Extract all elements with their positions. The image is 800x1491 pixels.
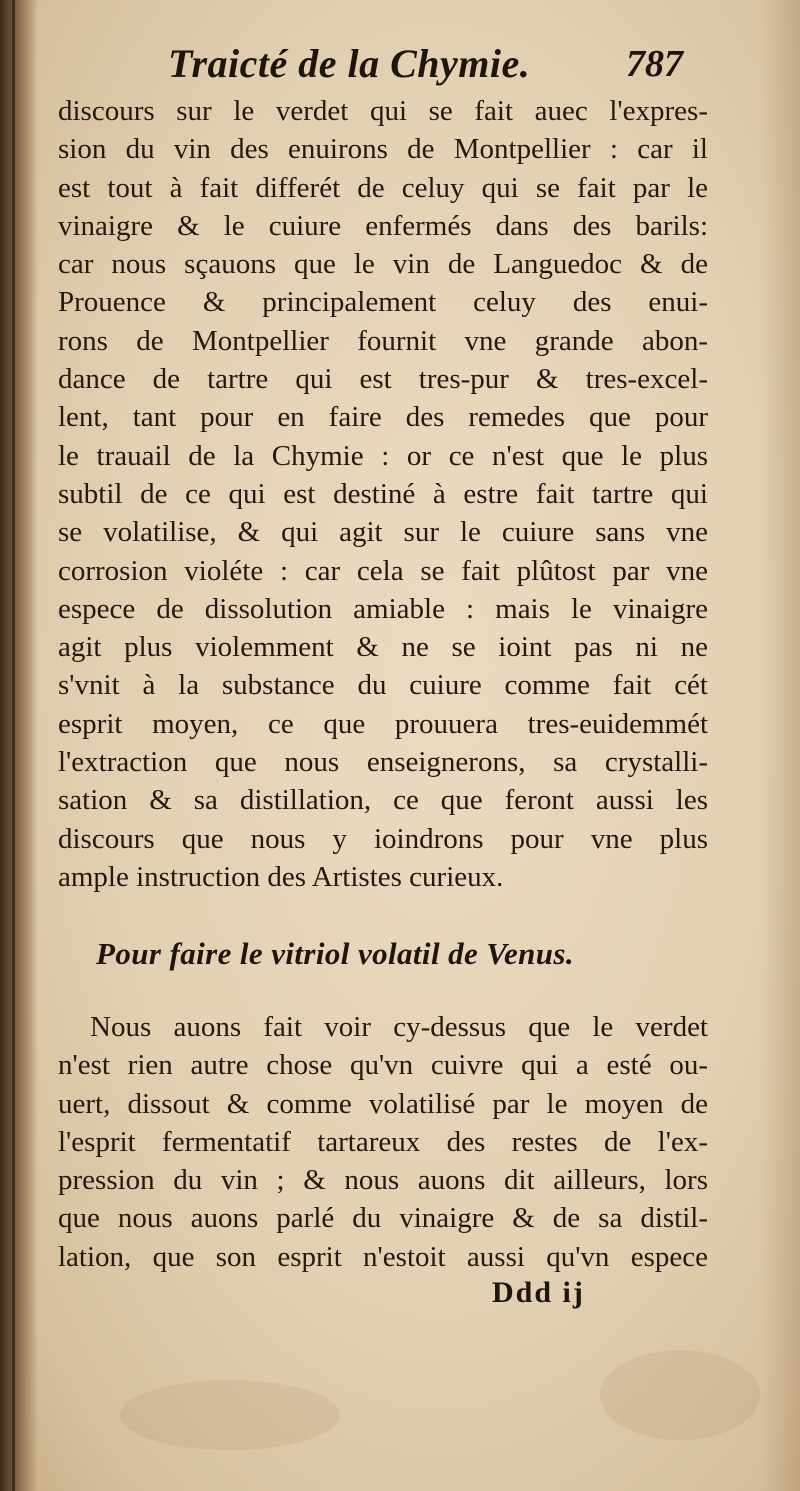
section-heading: Pour faire le vitriol volatil de Venus. [96, 936, 575, 971]
text-line: car nous sçauons que le vin de Languedoc & de [58, 248, 708, 281]
text-line: rons de Montpellier fournit vne grande abon- [58, 324, 708, 357]
text-line: pression du vin ; & nous auons dit ailleurs, lors [58, 1164, 708, 1197]
text-line: se volatilise, & qui agit sur le cuiure sans vne [58, 516, 708, 549]
running-head [60, 36, 780, 92]
text-line: est tout à fait differét de celuy qui se fait par le [58, 171, 708, 204]
text-line: sion du vin des enuirons de Montpellier : car il [58, 133, 708, 166]
text-line: discours que nous y ioindrons pour vne plus [58, 822, 708, 855]
text-line: Prouence & principalement celuy des enui- [58, 286, 708, 319]
paper-stain [120, 1380, 340, 1450]
text-line: l'esprit fermentatif tartareux des restes de l'ex- [58, 1125, 708, 1158]
signature-mark: Ddd ij [492, 1276, 585, 1309]
text-line: subtil de ce qui est destiné à estre fait tartre qui [58, 477, 708, 510]
page-number: 787 [626, 43, 683, 85]
text-line: corrosion violéte : car cela se fait plûtost par vne [58, 554, 708, 587]
text-line: ample instruction des Artistes curieux. [58, 860, 504, 893]
text-line: lation, que son esprit n'estoit aussi qu'vn espece [58, 1240, 708, 1273]
book-binding-edge [0, 0, 38, 1491]
text-line: que nous auons parlé du vinaigre & de sa distil- [58, 1202, 708, 1235]
page-edge-shade [760, 0, 800, 1491]
text-line: n'est rien autre chose qu'vn cuivre qui a esté ou- [58, 1049, 708, 1082]
text-line: vinaigre & le cuiure enfermés dans des barils: [58, 209, 708, 242]
text-line: le trauail de la Chymie : or ce n'est que le plus [58, 439, 708, 472]
running-title: Traicté de la Chymie. [168, 41, 531, 86]
paragraph-2 [58, 1008, 758, 1276]
paper-stain [600, 1350, 760, 1440]
text-line: l'extraction que nous enseignerons, sa crystalli- [58, 746, 708, 779]
text-line: Nous auons fait voir cy-dessus que le verdet [90, 1011, 708, 1043]
text-line: sation & sa distillation, ce que feront aussi les [58, 784, 708, 817]
paragraph-1 [58, 92, 758, 896]
binding-line [12, 0, 15, 1491]
text-line: discours sur le verdet qui se fait auec l'expres- [58, 95, 708, 127]
text-line: s'vnit à la substance du cuiure comme fait cét [58, 669, 708, 702]
text-line: uert, dissout & comme volatilisé par le moyen de [58, 1087, 708, 1120]
text-line: esprit moyen, ce que prouuera tres-euidemmét [58, 707, 708, 740]
text-line: espece de dissolution amiable : mais le vinaigre [58, 592, 708, 625]
text-line: dance de tartre qui est tres-pur & tres-excel- [58, 363, 708, 396]
text-line: lent, tant pour en faire des remedes que pour [58, 401, 708, 434]
text-line: agit plus violemment & ne se ioint pas ni ne [58, 631, 708, 664]
